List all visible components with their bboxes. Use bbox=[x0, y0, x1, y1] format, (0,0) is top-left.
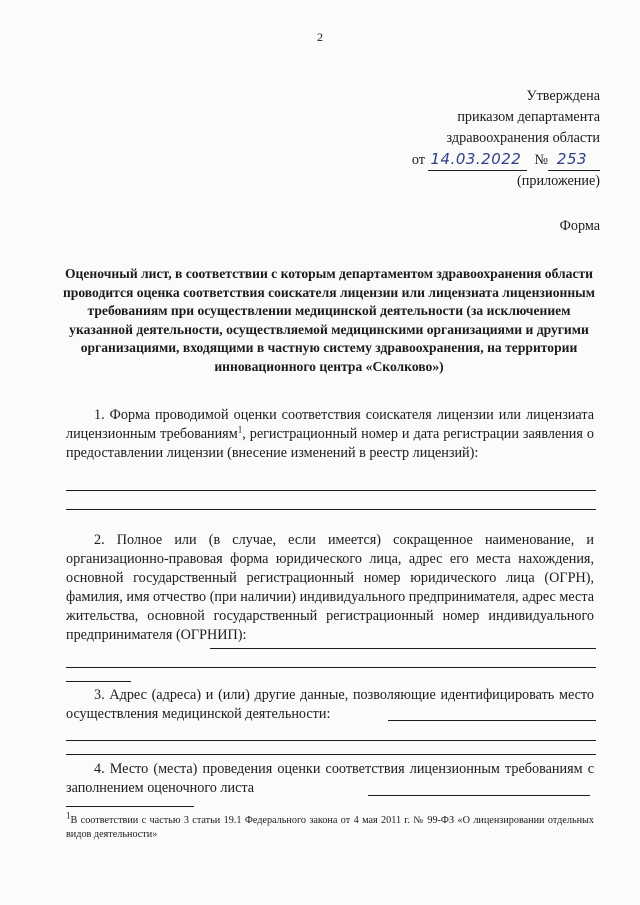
item-2 bbox=[66, 531, 594, 645]
form-label: Форма bbox=[559, 218, 600, 234]
fill-line-3a[interactable] bbox=[388, 720, 596, 721]
item-4 bbox=[66, 760, 594, 798]
document-title: Оценочный лист, в соответствии с которым департаментом здравоохранения области проводится оценка соответствия соискателя лицензии или лицензиата лицензионным требованиям при осуществлении медицинской деятельности (за исключением указанной деятельности, осуществляемой медицинскими организациями и другими организациями, входящими в частную систему здравоохранения, на территории инновационного центра «Сколково») bbox=[62, 266, 596, 374]
fill-line-3c[interactable] bbox=[66, 754, 596, 755]
fill-line-4a[interactable] bbox=[368, 795, 590, 796]
footnote-divider bbox=[66, 806, 194, 807]
fill-line-1b[interactable] bbox=[66, 509, 596, 510]
handwritten-number: 253 bbox=[548, 149, 600, 171]
item-3 bbox=[66, 686, 594, 724]
footnote-text: В соответствии с частью 3 статьи 19.1 Федерального закона от 4 мая 2011 г. № 99-ФЗ «О лицензировании отдельных видов деятельности» bbox=[66, 815, 594, 840]
item-2-text: 2. Полное или (в случае, если имеется) сокращенное наименование, и организационно-правовая форма юридического лица, адрес его места нахождения, основной государственный регистрационный номер юридического лица (ОГРН), фамилия, имя отчество (при наличии) индивидуального предпринимателя, адрес места жительства, основной государственный регистрационный номер индивидуального предпринимателя (ОГРНИП): bbox=[66, 532, 594, 643]
approval-line-2: приказом департамента bbox=[457, 109, 600, 125]
approval-line-1: Утверждена bbox=[526, 88, 600, 104]
item-3-text: 3. Адрес (адреса) и (или) другие данные, позволяющие идентифицировать место осуществления медицинской деятельности: bbox=[66, 687, 594, 722]
fill-line-2b[interactable] bbox=[66, 667, 596, 668]
date-prefix: от bbox=[411, 152, 425, 168]
item-4-text: 4. Место (места) проведения оценки соответствия лицензионным требованиям с заполнением оценочного листа bbox=[66, 761, 594, 796]
footnote bbox=[66, 810, 594, 842]
approval-date-line bbox=[412, 149, 600, 171]
number-prefix: № bbox=[534, 152, 548, 168]
item-1 bbox=[66, 406, 594, 463]
fill-line-2a[interactable] bbox=[210, 648, 596, 649]
footnote-marker: 1 bbox=[66, 810, 71, 821]
fill-line-2c[interactable] bbox=[66, 681, 131, 682]
approval-line-5: (приложение) bbox=[517, 173, 600, 189]
item-1-text: 1. Форма проводимой оценки соответствия соискателя лицензии или лицензиата лицензионным требованиям bbox=[66, 407, 594, 442]
approval-line-3: здравоохранения области bbox=[446, 130, 600, 146]
footnote-ref: 1 bbox=[237, 424, 243, 435]
fill-line-1a[interactable] bbox=[66, 490, 596, 491]
item-1-text-cont: , регистрационный номер и дата регистрации заявления о предоставлении лицензии (внесение изменений в реестр лицензий): bbox=[66, 426, 594, 461]
fill-line-3b[interactable] bbox=[66, 740, 596, 741]
handwritten-date: 14.03.2022 bbox=[428, 149, 527, 171]
page-number: 2 bbox=[317, 30, 323, 44]
approval-block bbox=[412, 86, 600, 192]
